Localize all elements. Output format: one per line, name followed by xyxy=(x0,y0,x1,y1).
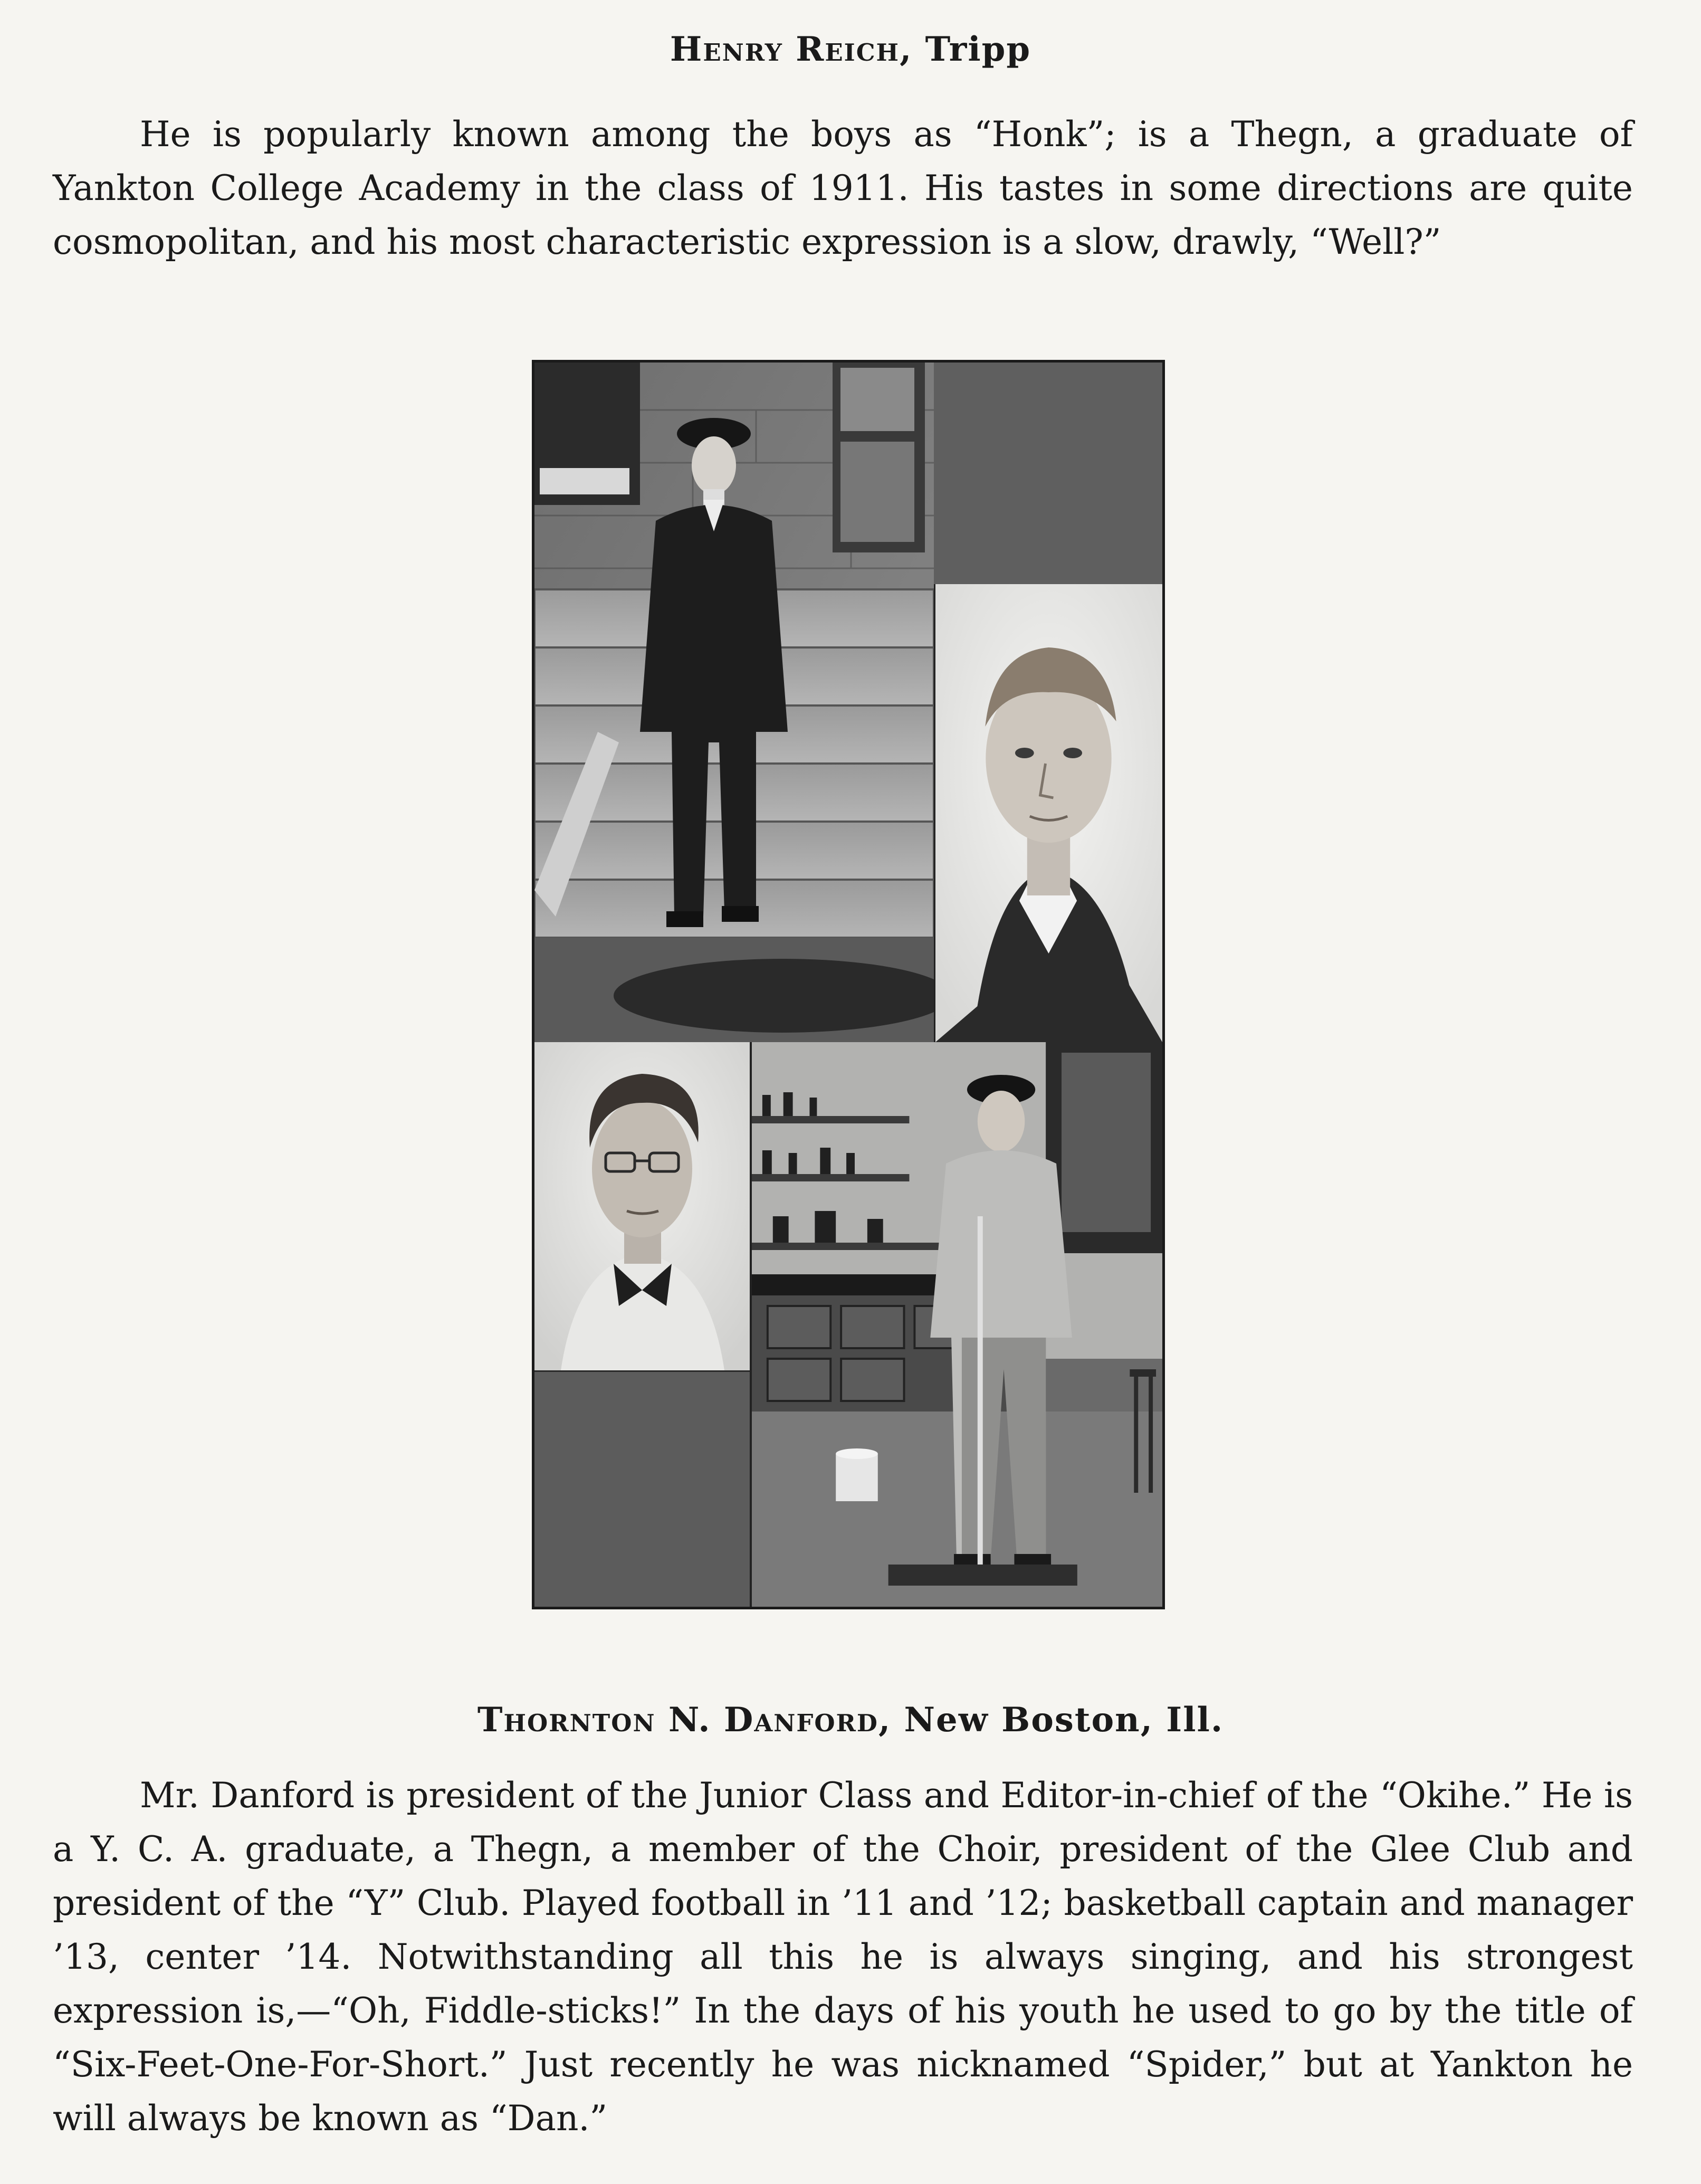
entry-hometown: Tripp xyxy=(925,30,1031,69)
entry-bio-danford xyxy=(53,1769,1633,2145)
entry-heading-reich xyxy=(0,30,1701,69)
entry-name: Thornton N. Danford xyxy=(477,1700,878,1740)
photo-man-sweeping-lab xyxy=(750,1042,1162,1607)
bio-text: He is popularly known among the boys as “Honk”; is a Thegn, a graduate of Yankton College Academy in the class of 1911. His tastes in some directions are quite cosmopolitan, and his most characteristic expression is a slow, drawly, “Well?” xyxy=(53,114,1633,262)
entry-heading-danford xyxy=(0,1700,1701,1740)
photo-portrait-danford xyxy=(534,1042,750,1370)
name-separator: , xyxy=(878,1700,904,1740)
bio-text: Mr. Danford is president of the Junior Class and Editor-in-chief of the “Okihe.” He is a Y. C. A. graduate, a Thegn, a member of the Choir, president of the Glee Club and president of the “Y” Club. Played football in ’11 and ’12; basketball captain and manager ’13, center ’14. Notwithstanding all this he is always singing, and his strongest expression is,—“Oh, Fiddle-sticks!” In the days of his youth he used to go by the title of “Six-Feet-One-For-Short.” Just recently he was nicknamed “Spider,” but at Yankton he will always be known as “Dan.” xyxy=(53,1775,1633,2139)
photo-portrait-reich xyxy=(934,584,1162,1042)
entry-bio-reich xyxy=(53,108,1633,269)
photo-collage xyxy=(532,360,1165,1609)
gray-panel-bottom-left xyxy=(534,1370,750,1608)
name-separator: , xyxy=(900,30,925,69)
entry-name: Henry Reich xyxy=(670,30,900,69)
photo-man-on-steps xyxy=(534,363,934,1042)
entry-hometown: New Boston, Ill. xyxy=(904,1700,1224,1740)
gray-panel-top-right xyxy=(934,363,1162,584)
